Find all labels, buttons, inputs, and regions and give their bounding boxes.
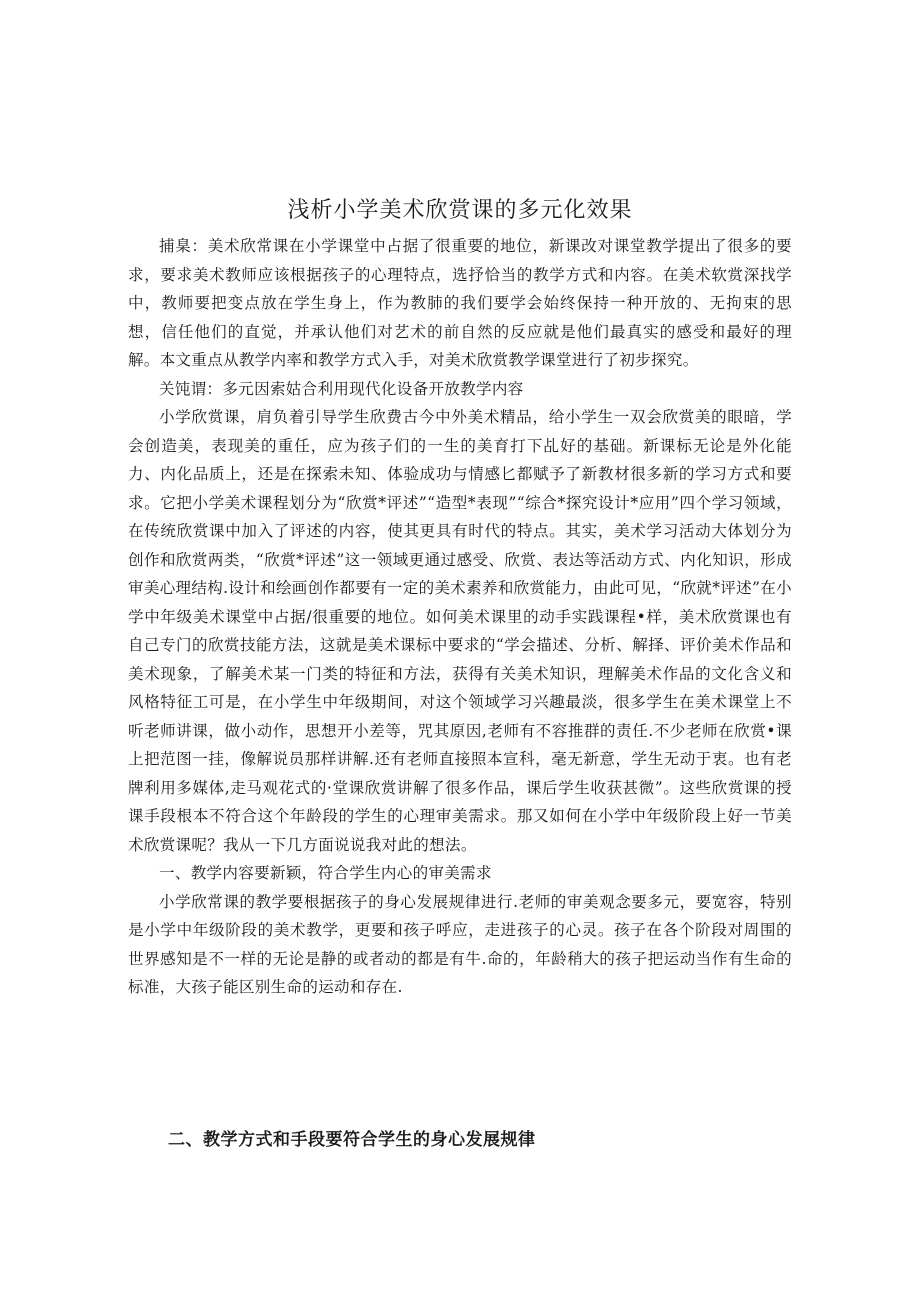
document-title: 浅析小学美术欣赏课的多元化效果: [287, 198, 633, 223]
body-paragraph-1: 小学欣赏课，肩负着引导学生欣费古今中外美术精品，给小学生一双会欣赏美的眼暗，学会创造美，表现美的重任，应为孩子们的一生的美育打下乩好的基础。新课标无论是外化能力、内化品质上，还是在探索未知、体验成功与情感匕都赋予了新教材很多新的学习方式和要求。它把小学美术课程划分为“欣赏*评述”“造型*表现”“综合*探究设计*应用”四个学习领域，在传统欣赏课中加入了评述的内容，使其更具有时代的特点。其实，美术学习活动大体划分为创作和欣赏两类，“欣赏*评述”这一领域更通过感受、欣赏、表达等活动方式、内化知识，形成审美心理结构.设计和绘画创作都要有一定的美术素养和欣赏能力，由此可见，“欣就*评述”在小学中年级美术课堂中占据/很重要的地位。如何美术课里的动手实践课程•样，美术欣赏课也有自己专门的欣赏技能方法，这就是美术课标中要求的“学会描述、分析、解择、评价美术作品和美术现象，了解美术某一门类的特征和方法，获得有关美术知识，理解美术作品的文化含义和风格特征工可是，在小学生中年级期间，对这个领域学习兴趣最淡，很多学生在美术课堂上不听老师讲课，做小动作，思想开小差等，咒其原因,老师有不容推群的责任.不少老师在欣赏•课上把范图一挂，像解说员那样讲解.还有老师直接照本宣科，毫无新意，学生无动于衷。也有老牌利用多媒体,走马观花式的·堂课欣赏讲解了很多作品，课后学生收获甚微”。这些欣赏课的授课手段根本不符合这个年龄段的学生的心理审美需求。那又如何在小学中年级阶段上好一节美术欣赏课呢？我从一下几方面说说我对此的想法。: [128, 408, 792, 854]
keywords-paragraph: 关饨谓：多元因索姑合利用现代化设备开放教学内容: [159, 379, 524, 398]
body-paragraph-2: 小学欣常课的教学要根据孩子的身心发展规律进行.老师的审美观念要多元，要宽容，特别是小学中年级阶段的美术教学，更要和孩子呼应，走进孩子的心灵。孩子在各个阶段对周围的世界感知是不一样的无论是静的或者动的都是有牛.命的，年龄稍大的孩子把运动当作有生命的标准，大孩子能区别生命的运动和存在.: [128, 892, 792, 996]
section-1-heading: 一、教学内容要新颖，符合学生内心的审美需求: [159, 864, 492, 882]
abstract-paragraph: 捕臬：美术欣常课在小学课堂中占据了很重要的地位，新课改对课堂教学提出了很多的要求，要求美术教师应该根据孩子的心理特点，选抒恰当的教学方式和内容。在美术软赏深找学中，教师要把变点放在学生身上，作为教肺的我们要学会始终保持一种开放的、无拘束的思想，信任他们的直觉，并承认他们对艺术的前自然的反应就是他们最真实的感受和最好的理解。本文重点从教学内率和教学方式入手，对美术欣赏教学课堂进行了初步探究。: [128, 237, 792, 369]
section-2-heading: 二、教学方式和手段要符合学生的身心发展规律: [168, 1130, 536, 1150]
document-body: [128, 232, 792, 1002]
